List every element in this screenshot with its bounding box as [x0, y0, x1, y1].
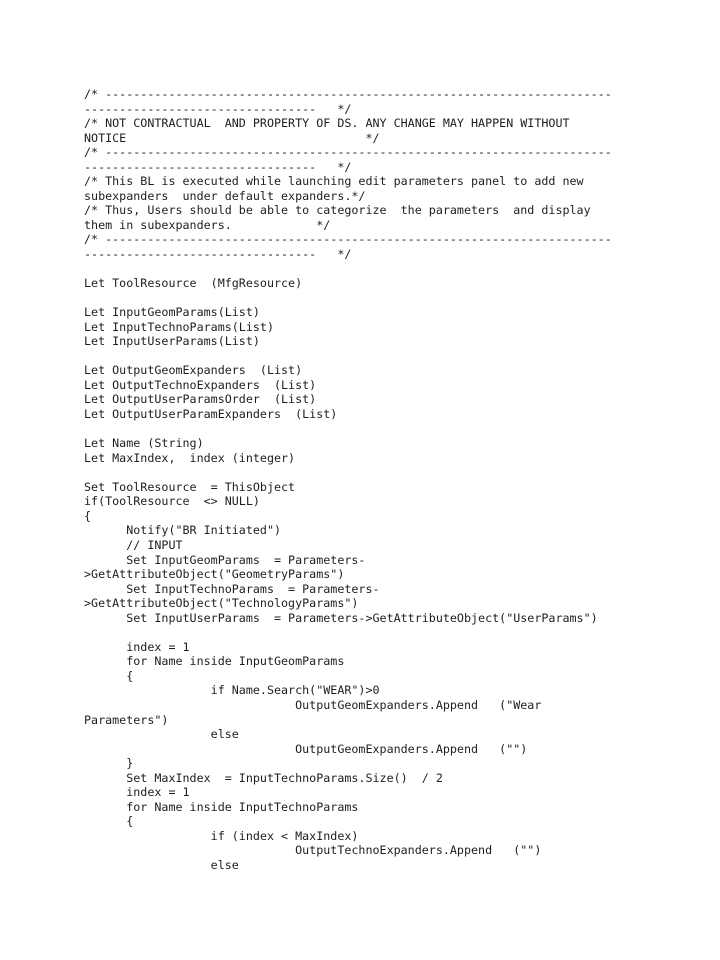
code-line: Let InputTechnoParams(List) — [84, 319, 274, 334]
code-line: else — [84, 857, 239, 872]
code-line: for Name inside InputTechnoParams — [84, 799, 359, 814]
code-line: Let OutputTechnoExpanders (List) — [84, 377, 317, 392]
code-line: OutputGeomExpanders.Append ("Wear — [84, 697, 542, 712]
code-line: { — [84, 508, 92, 523]
code-line: if (index < MaxIndex) — [84, 828, 359, 843]
code-line: /* Thus, Users should be able to categorize the parameters and display — [84, 203, 591, 218]
code-line: --------------------------------- */ — [84, 247, 352, 262]
code-line — [84, 291, 644, 306]
code-line: /* NOT CONTRACTUAL AND PROPERTY OF DS. ANY CHANGE MAY HAPPEN WITHOUT — [84, 116, 570, 131]
code-line: Let Name (String) — [84, 436, 204, 451]
code-line: index = 1 — [84, 785, 190, 800]
code-line: OutputTechnoExpanders.Append ("") — [84, 843, 542, 858]
code-line: if Name.Search("WEAR")>0 — [84, 683, 380, 698]
code-line — [84, 262, 644, 277]
code-listing — [84, 87, 644, 873]
code-line: Parameters") — [84, 712, 169, 727]
code-line: /* ------------------------------------------------------------------------ — [84, 87, 612, 101]
code-line — [84, 422, 644, 437]
code-line: index = 1 — [84, 639, 190, 654]
code-line: them in subexpanders. */ — [84, 217, 331, 232]
code-line: else — [84, 727, 239, 742]
code-line: // INPUT — [84, 537, 183, 552]
code-line: Let OutputUserParamsOrder (List) — [84, 392, 317, 407]
code-line — [84, 349, 644, 364]
code-line: Let InputGeomParams(List) — [84, 305, 260, 320]
code-line: /* ------------------------------------------------------------------------ — [84, 145, 612, 160]
code-line: /* This BL is executed while launching edit parameters panel to add new — [84, 174, 584, 189]
code-line: Let ToolResource (MfgResource) — [84, 276, 303, 291]
code-line: if(ToolResource <> NULL) — [84, 494, 260, 509]
code-line: >GetAttributeObject("TechnologyParams") — [84, 596, 359, 611]
code-line: Set InputUserParams = Parameters->GetAttributeObject("UserParams") — [84, 610, 598, 625]
code-line: --------------------------------- */ — [84, 159, 352, 174]
code-line: Let OutputUserParamExpanders (List) — [84, 407, 338, 422]
code-line: } — [84, 756, 134, 771]
code-line — [84, 465, 644, 480]
code-line — [84, 625, 644, 640]
code-line: --------------------------------- */ — [84, 101, 352, 116]
code-line: { — [84, 668, 134, 683]
code-line: Set InputGeomParams = Parameters- — [84, 552, 366, 567]
code-line: >GetAttributeObject("GeometryParams") — [84, 567, 345, 582]
code-line: Let MaxIndex, index (integer) — [84, 450, 296, 465]
code-line: Set MaxIndex = InputTechnoParams.Size() / 2 — [84, 770, 443, 785]
code-line: for Name inside InputGeomParams — [84, 654, 345, 669]
code-line: NOTICE */ — [84, 130, 380, 145]
code-line: Let OutputGeomExpanders (List) — [84, 363, 303, 378]
code-line: /* ------------------------------------------------------------------------ — [84, 232, 612, 247]
code-line: Set InputTechnoParams = Parameters- — [84, 581, 380, 596]
code-line: OutputGeomExpanders.Append ("") — [84, 741, 528, 756]
code-line: Notify("BR Initiated") — [84, 523, 282, 538]
code-line: subexpanders under default expanders.*/ — [84, 188, 366, 203]
code-line: { — [84, 814, 134, 829]
code-line: Set ToolResource = ThisObject — [84, 479, 296, 494]
code-line: Let InputUserParams(List) — [84, 334, 260, 349]
